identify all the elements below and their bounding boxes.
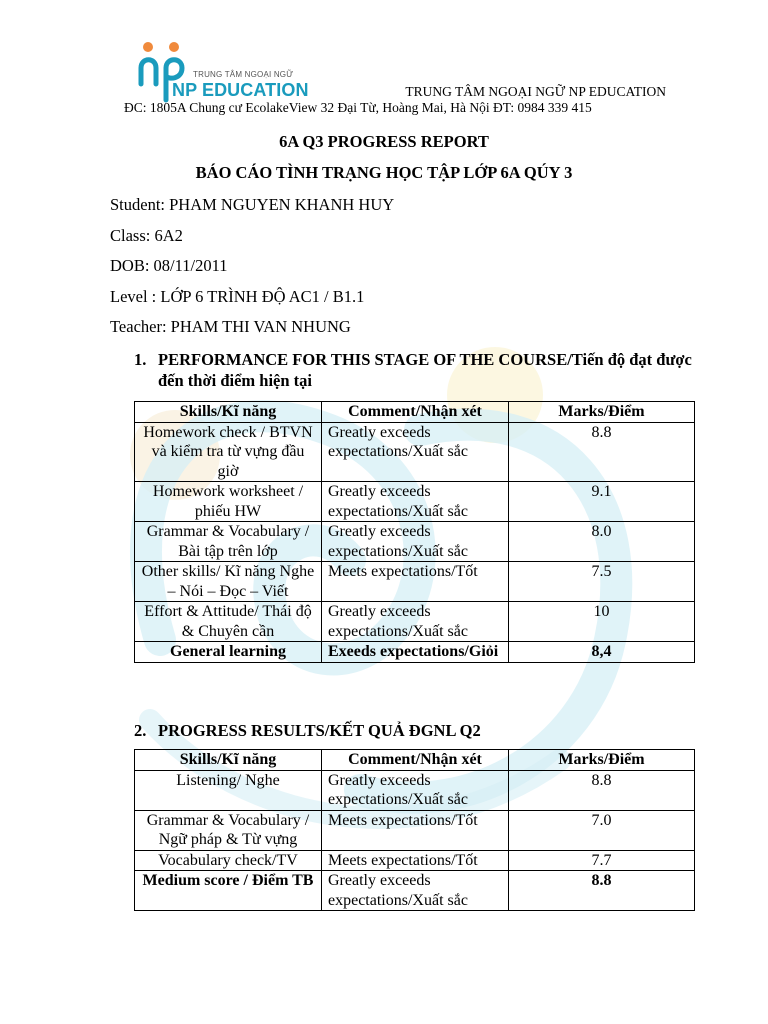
center-name: TRUNG TÂM NGOẠI NGỮ NP EDUCATION (405, 84, 666, 99)
table-row (135, 810, 695, 850)
table-header-row (135, 402, 695, 423)
student-dob: DOB: 08/11/2011 (110, 256, 228, 275)
mark-cell: 8.8 (509, 770, 695, 810)
section-1-heading (134, 349, 694, 393)
table-total-row (135, 871, 695, 911)
section-2-title: PROGRESS RESULTS/KẾT QUẢ ĐGNL Q2 (158, 721, 481, 740)
mark-cell: 7.0 (509, 810, 695, 850)
mark-cell: 7.5 (509, 562, 695, 602)
student-level: Level : LỚP 6 TRÌNH ĐỘ AC1 / B1.1 (110, 287, 365, 306)
student-teacher: Teacher: PHAM THI VAN NHUNG (110, 317, 351, 336)
header-marks: Marks/Điểm (509, 750, 695, 771)
skill-cell: Homework worksheet / phiếu HW (135, 482, 322, 522)
mark-cell: 8.8 (509, 422, 695, 482)
comment-cell: Greatly exceeds expectations/Xuất sắc (322, 422, 509, 482)
skill-cell: Grammar & Vocabulary / Bài tập trên lớp (135, 522, 322, 562)
table-row (135, 850, 695, 871)
header-skills: Skills/Kĩ năng (135, 402, 322, 423)
skill-cell: Vocabulary check/TV (135, 850, 322, 871)
header-comment: Comment/Nhận xét (322, 402, 509, 423)
comment-cell: Greatly exceeds expectations/Xuất sắc (322, 770, 509, 810)
header-comment: Comment/Nhận xét (322, 750, 509, 771)
mark-cell: 9.1 (509, 482, 695, 522)
center-address: ĐC: 1805A Chung cư EcolakeView 32 Đại Từ, Hoàng Mai, Hà Nội ĐT: 0984 339 415 (124, 100, 592, 115)
section-1-title: PERFORMANCE FOR THIS STAGE OF THE COURSE/Tiến độ đạt được đến thời điểm hiện tại (158, 350, 692, 390)
section-2-number: 2. (134, 721, 147, 740)
skill-cell: Listening/ Nghe (135, 770, 322, 810)
comment-cell: Meets expectations/Tốt (322, 562, 509, 602)
logo-brand-name: NP EDUCATION (172, 80, 309, 100)
mark-cell: 8.0 (509, 522, 695, 562)
section-2-heading (134, 720, 694, 742)
mark-cell: 7.7 (509, 850, 695, 871)
header-skills: Skills/Kĩ năng (135, 750, 322, 771)
skill-cell: Grammar & Vocabulary / Ngữ pháp & Từ vựng (135, 810, 322, 850)
total-skill-cell: Medium score / Điểm TB (135, 871, 322, 911)
table-row (135, 522, 695, 562)
report-subtitle: BÁO CÁO TÌNH TRẠNG HỌC TẬP LỚP 6A QÚY 3 (195, 163, 573, 182)
performance-table (134, 401, 695, 663)
total-comment-cell: Exeeds expectations/Giỏi (322, 642, 509, 663)
report-title: 6A Q3 PROGRESS REPORT (279, 132, 489, 151)
table-row (135, 770, 695, 810)
total-skill-cell: General learning (135, 642, 322, 663)
student-name: Student: PHAM NGUYEN KHANH HUY (110, 195, 395, 214)
total-mark-cell: 8.8 (509, 871, 695, 911)
skill-cell: Homework check / BTVN và kiểm tra từ vựng đầu giờ (135, 422, 322, 482)
table-header-row (135, 750, 695, 771)
logo-caption: TRUNG TÂM NGOẠI NGỮ (193, 70, 294, 79)
header-marks: Marks/Điểm (509, 402, 695, 423)
section-1-number: 1. (134, 350, 147, 369)
progress-results-table (134, 749, 695, 911)
total-mark-cell: 8,4 (509, 642, 695, 663)
total-comment-cell: Greatly exceeds expectations/Xuất sắc (322, 871, 509, 911)
skill-cell: Other skills/ Kĩ năng Nghe – Nói – Đọc – Viết (135, 562, 322, 602)
comment-cell: Greatly exceeds expectations/Xuất sắc (322, 602, 509, 642)
comment-cell: Greatly exceeds expectations/Xuất sắc (322, 522, 509, 562)
table-row (135, 482, 695, 522)
student-class: Class: 6A2 (110, 226, 183, 245)
comment-cell: Meets expectations/Tốt (322, 850, 509, 871)
table-row (135, 602, 695, 642)
mark-cell: 10 (509, 602, 695, 642)
table-row (135, 422, 695, 482)
table-row (135, 562, 695, 602)
comment-cell: Greatly exceeds expectations/Xuất sắc (322, 482, 509, 522)
comment-cell: Meets expectations/Tốt (322, 810, 509, 850)
table-total-row (135, 642, 695, 663)
skill-cell: Effort & Attitude/ Thái độ & Chuyên cần (135, 602, 322, 642)
